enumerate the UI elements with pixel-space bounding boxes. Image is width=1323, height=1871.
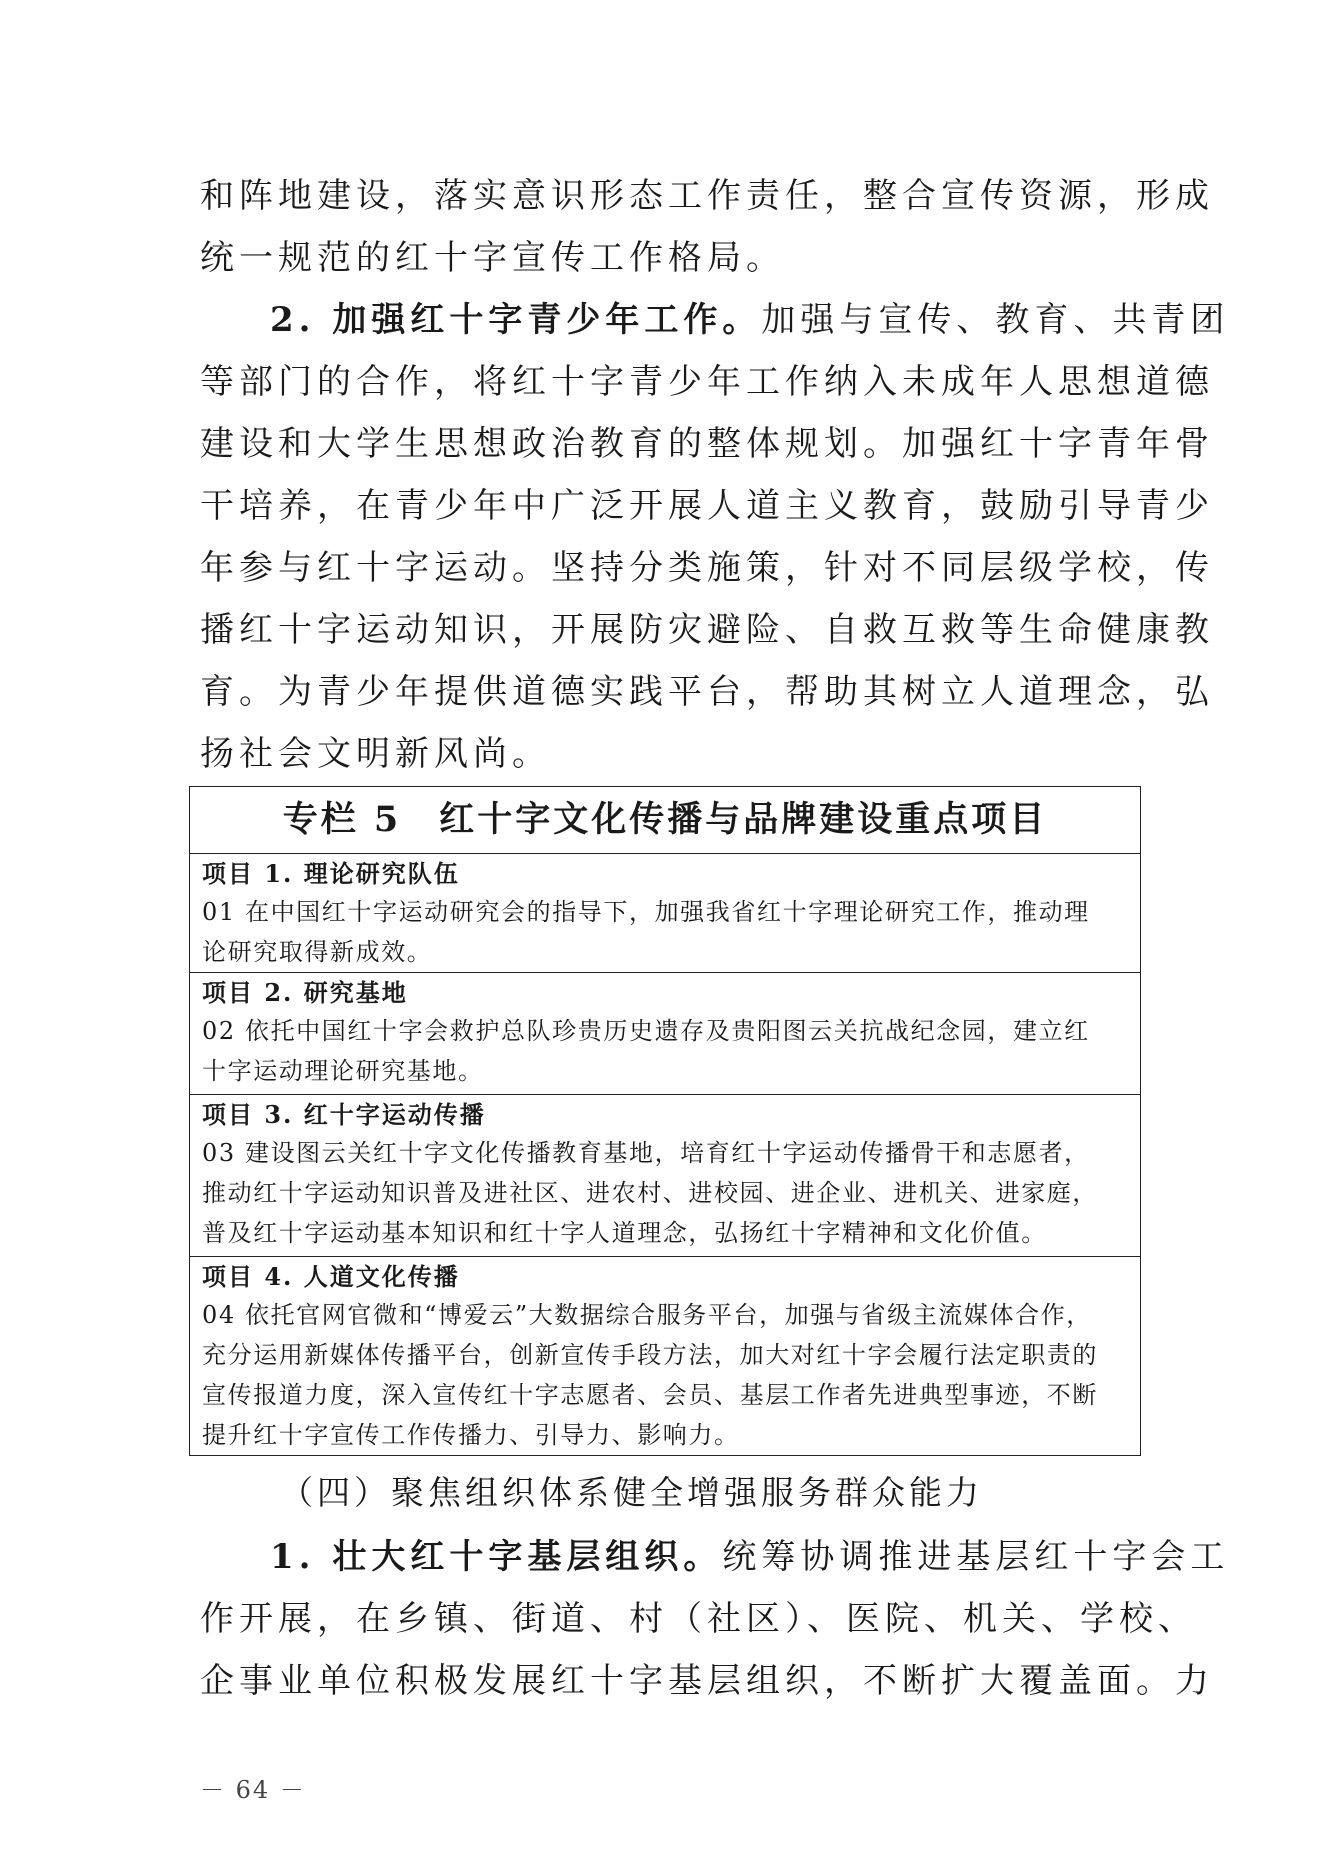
project-line: 普及红十字运动基本知识和红十字人道理念，弘扬红十字精神和文化价值。 bbox=[202, 1219, 1047, 1247]
project-line: 02 依托中国红十字会救护总队珍贵历史遗存及贵阳图云关抗战纪念园，建立红 bbox=[202, 1017, 1090, 1045]
project-line: 03 建设图云关红十字文化传播教育基地，培育红十字运动传播骨干和志愿者， bbox=[202, 1139, 1090, 1167]
text-line: 企事业单位积极发展红十字基层组织，不断扩大覆盖面。力 bbox=[200, 1661, 1214, 1701]
paragraph-grassroots bbox=[200, 1526, 1230, 1712]
feature-box-title: 专栏 5 红十字文化传播与品牌建设重点项目 bbox=[190, 787, 1140, 854]
project-line: 推动红十字运动知识普及进社区、进农村、进校园、进企业、进机关、进家庭， bbox=[202, 1179, 1098, 1207]
text-line: 作开展，在乡镇、街道、村（社区）、医院、机关、学校、 bbox=[200, 1599, 1197, 1639]
text-line: 扬社会文明新风尚。 bbox=[200, 734, 551, 774]
text-run: 统筹协调推进基层红十字会工 bbox=[722, 1537, 1230, 1577]
text-line: 和阵地建设，落实意识形态工作责任，整合宣传资源，形成 bbox=[200, 176, 1214, 216]
project-line: 宣传报道力度，深入宣传红十字志愿者、会员、基层工作者先进典型事迹，不断 bbox=[202, 1381, 1098, 1409]
project-heading: 项目 1. 理论研究队伍 bbox=[202, 859, 460, 888]
project-item bbox=[190, 1095, 1140, 1257]
paragraph-heading: 2. 加强红十字青少年工作。 bbox=[270, 300, 762, 340]
text-line bbox=[200, 289, 1230, 351]
paragraph-youth-work bbox=[200, 289, 1230, 785]
project-line: 04 依托官网官微和“博爱云”大数据综合服务平台，加强与省级主流媒体合作， bbox=[202, 1301, 1092, 1329]
project-heading: 项目 2. 研究基地 bbox=[202, 978, 408, 1007]
project-item bbox=[190, 854, 1140, 973]
section-heading: （四）聚焦组织体系健全增强服务群众能力 bbox=[280, 1473, 983, 1512]
text-line: 建设和大学生思想政治教育的整体规划。加强红十字青年骨 bbox=[200, 424, 1214, 464]
project-line: 01 在中国红十字运动研究会的指导下，加强我省红十字理论研究工作，推动理 bbox=[202, 898, 1090, 926]
text-line: 年参与红十字运动。坚持分类施策，针对不同层级学校，传 bbox=[200, 548, 1214, 588]
feature-box bbox=[189, 786, 1141, 1456]
project-heading: 项目 3. 红十字运动传播 bbox=[202, 1100, 486, 1129]
text-line: 播红十字运动知识，开展防灾避险、自救互救等生命健康教 bbox=[200, 610, 1214, 650]
project-line: 论研究取得新成效。 bbox=[202, 938, 433, 966]
paragraph-continuation bbox=[200, 165, 1214, 289]
project-line: 充分运用新媒体传播平台，创新宣传手段方法，加大对红十字会履行法定职责的 bbox=[202, 1341, 1098, 1369]
project-line: 提升红十字宣传工作传播力、引导力、影响力。 bbox=[202, 1421, 740, 1449]
text-line: 统一规范的红十字宣传工作格局。 bbox=[200, 238, 785, 278]
text-line: 育。为青少年提供道德实践平台，帮助其树立人道理念，弘 bbox=[200, 672, 1214, 712]
page-number: － 64 － bbox=[200, 1776, 306, 1804]
project-item bbox=[190, 973, 1140, 1095]
text-line: 等部门的合作，将红十字青少年工作纳入未成年人思想道德 bbox=[200, 362, 1214, 402]
paragraph-heading: 1. 壮大红十字基层组织。 bbox=[270, 1537, 723, 1577]
project-item bbox=[190, 1257, 1140, 1455]
text-line: 干培养，在青少年中广泛开展人道主义教育，鼓励引导青少 bbox=[200, 486, 1214, 526]
text-line bbox=[200, 1526, 1230, 1588]
project-line: 十字运动理论研究基地。 bbox=[202, 1057, 484, 1085]
text-run: 加强与宣传、教育、共青团 bbox=[761, 300, 1230, 340]
project-heading: 项目 4. 人道文化传播 bbox=[202, 1262, 460, 1291]
